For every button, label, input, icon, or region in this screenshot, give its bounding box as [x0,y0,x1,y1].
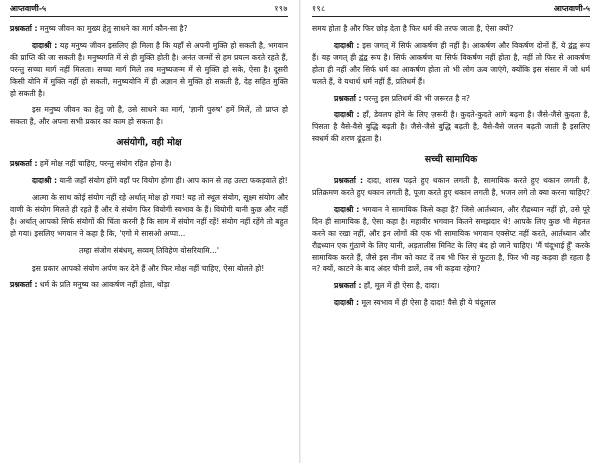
paragraph-text: इस जगत् में सिर्फ आकर्षण ही नहीं है। आकर्षण और विकर्षण दोनों हैं, ये द्वंद्व रूप हैं। यह जगत् ही द्वंद्व रूप है। सिर्फ आकर्षण या सिर्फ विकर्षण नहीं होता है, नहीं तो फिर से आकर्षण होता ही नहीं और सिर्फ धर्म का आकर्षण होता तो भी लोग ऊब जाएंगे, क्योंकि इस संसार में जो धर्म चलते हैं, वे यथार्थ धर्म नहीं हैं, प्रतिधर्म हैं। [312,40,590,86]
paragraph-text: दादा, शास्त्र पढ़ते हुए थकान लगती है, सामायिक करते हुए थकान लगती है, प्रतिक्रमण करते हुए थकान लगती है, पूजा करते हुए थकान लगती है, भजन लगे तो क्या करना चाहिए? [312,176,590,197]
left-header-title: आप्तवाणी-५ [10,4,47,13]
paragraph-text: परन्तु इस प्रतिधर्म की भी जरूरत है न? [361,93,470,103]
speaker-label: प्रश्नकर्ता : [334,281,362,291]
left-running-head [10,2,288,17]
speaker-label: दादाश्री : [334,204,360,214]
speaker-label: प्रश्नकर्ता : [10,159,38,169]
left-paragraph-3: इस मनुष्य जीवन का हेतु जो है, उसे साधने का मार्ग, 'ज्ञानी पुरुष' हमें मिलें, तो प्राप्त हो सकता है, और अपना सभी प्रकार का काम हो सकता है। [10,105,288,127]
left-section-heading: असंयोगी, वही मोक्ष [116,137,182,149]
left-page-number: १९७ [274,4,288,13]
right-page-number: १९८ [312,4,326,13]
speaker-label: दादाश्री : [32,176,58,186]
right-paragraph-2 [312,40,590,88]
right-running-head [312,2,590,17]
paragraph-text: हाँ, डेवलप होने के लिए ज़रूरी है। कुदते-कुदते आगे बढ़ना है। जैसे-जैसे कुदता है, पिसता है वैसे-वैसे बुद्धि बढ़ती है। जैसे-जैसे बुद्धि बढ़ती है, वैसे-वैसे जलन बढ़ती जाती है इसलिए स्वधर्म की शरण ढूंढ़ता है। [312,110,590,144]
paragraph-text: हमें मोक्ष नहीं चाहिए, परन्तु संयोग रहित होना है। [37,159,172,169]
speaker-label: दादाश्री : [32,40,58,50]
left-verse: तम्हा संजोग संबंधम्, सव्वम् तिविहेण वोसरियामि...' [78,245,219,255]
speaker-label: दादाश्री : [334,298,360,308]
paragraph-text: धर्म के प्रति मनुष्य का आकर्षण नहीं होता, थोड़ा [37,280,170,290]
left-paragraph-6: आत्मा के साथ कोई संयोग नहीं रहे अर्थात् मोक्ष हो गया! यह तो स्थूल संयोग, सूक्ष्म संयोग और वाणी के संयोग मिलते ही रहते हैं और वे संयोग फिर वियोगी स्वभाव के हैं। वियोगी यानी कुछ और नहीं है। अर्थात् आपको सिर्फ संयोगों की चिंता करनी है कि साम में संयोग नहीं रहें! संयोग नहीं रहेंगे तो बहुत हो गया। इसलिए भगवान ने कहा है कि, 'एगो मे सासओ अप्पा... [10,192,288,238]
right-paragraph-5 [312,175,590,199]
left-paragraph-8 [10,279,288,291]
speaker-label: प्रश्नकर्ता : [334,93,362,103]
right-page [300,0,600,463]
right-paragraph-7 [312,280,590,292]
left-paragraph-7: इस प्रकार आपको संयोग अर्पण कर देने हैं और फिर मोक्ष नहीं चाहिए, ऐसा बोलते हो! [32,263,265,273]
right-paragraph-3 [312,93,590,105]
speaker-label: प्रश्नकर्ता : [10,280,38,290]
speaker-label: दादाश्री : [334,110,360,120]
right-paragraph-1: समय होता है और फिर छोड़ देता है फिर धर्म की तरफ जाता है, ऐसा क्यों? [312,24,514,33]
right-section-heading: सच्ची सामायिक [424,154,478,166]
paragraph-text: यानी जहाँ संयोग होंगे वहाँ पर वियोग होगा ही। आप कान से तह उल्टा फकड़वाते हो! [57,176,288,186]
right-paragraph-4 [312,109,590,145]
left-paragraph-2 [10,40,288,100]
right-paragraph-8 [312,297,590,309]
left-paragraph-4 [10,158,288,170]
paragraph-text: यह मनुष्य जीवन इसलिए ही मिला है कि यहाँ से अपनी मुक्ति हो सकती है, भगवान की प्राप्ति की जा सकती है। मनुष्यगति में से ही मुक्ति होती है। अनंत जन्मों से हम प्रयत्न करते रहते हैं, परन्तु सच्चा मार्ग नहीं मिलता। सच्चा मार्ग मिले तब मनुष्यजन्म में से मुक्ति हो सके, ऐसा है। दूसरी किसी योनि में मुक्ति नहीं हो सकती, मनुष्ययोनि में ही अज्ञान से मुक्ति हो सकती है, देह सहित मुक्ति हो सकती है। [10,40,288,98]
right-paragraph-6 [312,204,590,275]
paragraph-text: मूल स्वभाव में ही ऐसा है दादा! वैसे ही ये चंदूलाल [359,298,496,308]
speaker-label: दादाश्री : [334,40,360,50]
right-header-title: आप्तवाणी-५ [553,4,590,13]
speaker-label: प्रश्नकर्ता : [334,176,364,186]
left-paragraph-1 [10,23,288,35]
paragraph-text: मनुष्य जीवन का मुख्य हेतु साधने का मार्ग कौन-सा है? [37,24,188,33]
paragraph-text: हाँ, मूल में ही ऐसा है, दादा। [361,281,440,291]
paragraph-text: भगवान ने सामायिक किसे कहा है? जिसे आर्तध्यान, और रौद्रध्यान नहीं हो, उसे पूरे दिन ही सामायिक है, ऐसा कहा है। महावीर भगवान कितने समझदार थे! आपके लिए कुछ भी मेहनत करने का रखा नहीं, और इन लोगों की एक भी सामायिक भगवान एक्सेप्ट नहीं करते, आर्तध्यान और रौद्रध्यान एक गुंठाणे के लिए यानी, अड़तालीस मिनिट के लिए बंद हो जाने चाहिए। 'मैं चंदूभाई हूँ' करके सामायिक करते हैं, जैसे इस नीम को काट दें तब भी फिर से फूटता है, फिर भी वह कड़वा ही रहता है न? क्यों, काटने के बाद अंदर चीनी डालें, तब भी कड़वा रहेगा? [312,204,590,274]
speaker-label: प्रश्नकर्ता : [10,24,38,33]
left-paragraph-5 [10,175,288,187]
